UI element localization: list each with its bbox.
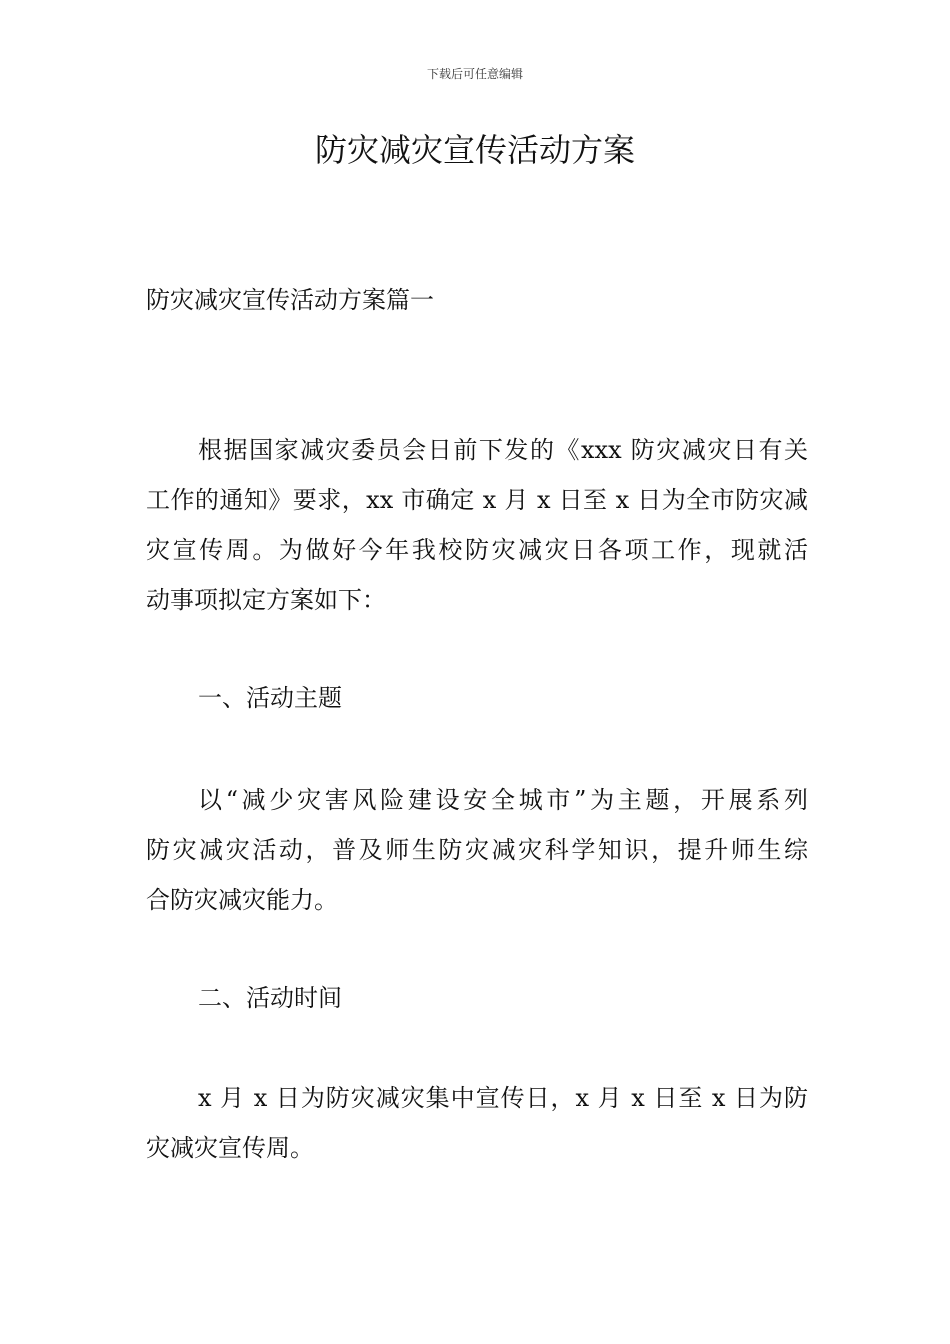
document-title: 防灾减灾宣传活动方案 <box>314 131 635 169</box>
paragraph-line: 防灾减灾活动，普及师生防灾减灾科学知识，提升师生综 <box>146 836 808 864</box>
paragraph-line: 动事项拟定方案如下： <box>146 586 386 614</box>
paragraph-line: 合防灾减灾能力。 <box>146 886 338 914</box>
paragraph-line: x 月 x 日为防灾减灾集中宣传日，x 月 x 日至 x 日为防 <box>198 1084 808 1112</box>
time-paragraph <box>146 1073 808 1173</box>
paragraph-line: 根据国家减灾委员会日前下发的《xxx 防灾减灾日有关 <box>198 436 808 464</box>
paragraph-line: 工作的通知》要求，xx 市确定 x 月 x 日至 x 日为全市防灾减 <box>146 486 808 514</box>
theme-paragraph <box>146 775 808 925</box>
header-note: 下载后可任意编辑 <box>426 67 523 81</box>
paragraph-line: 以“减少灾害风险建设安全城市”为主题，开展系列 <box>198 786 808 814</box>
paragraph-line: 灾减灾宣传周。 <box>146 1134 314 1162</box>
section-title: 防灾减灾宣传活动方案篇一 <box>146 286 434 314</box>
section-heading-time: 二、活动时间 <box>198 984 342 1012</box>
section-heading-theme: 一、活动主题 <box>198 684 342 712</box>
intro-paragraph <box>146 425 808 625</box>
paragraph-line: 灾宣传周。为做好今年我校防灾减灾日各项工作，现就活 <box>146 536 808 564</box>
